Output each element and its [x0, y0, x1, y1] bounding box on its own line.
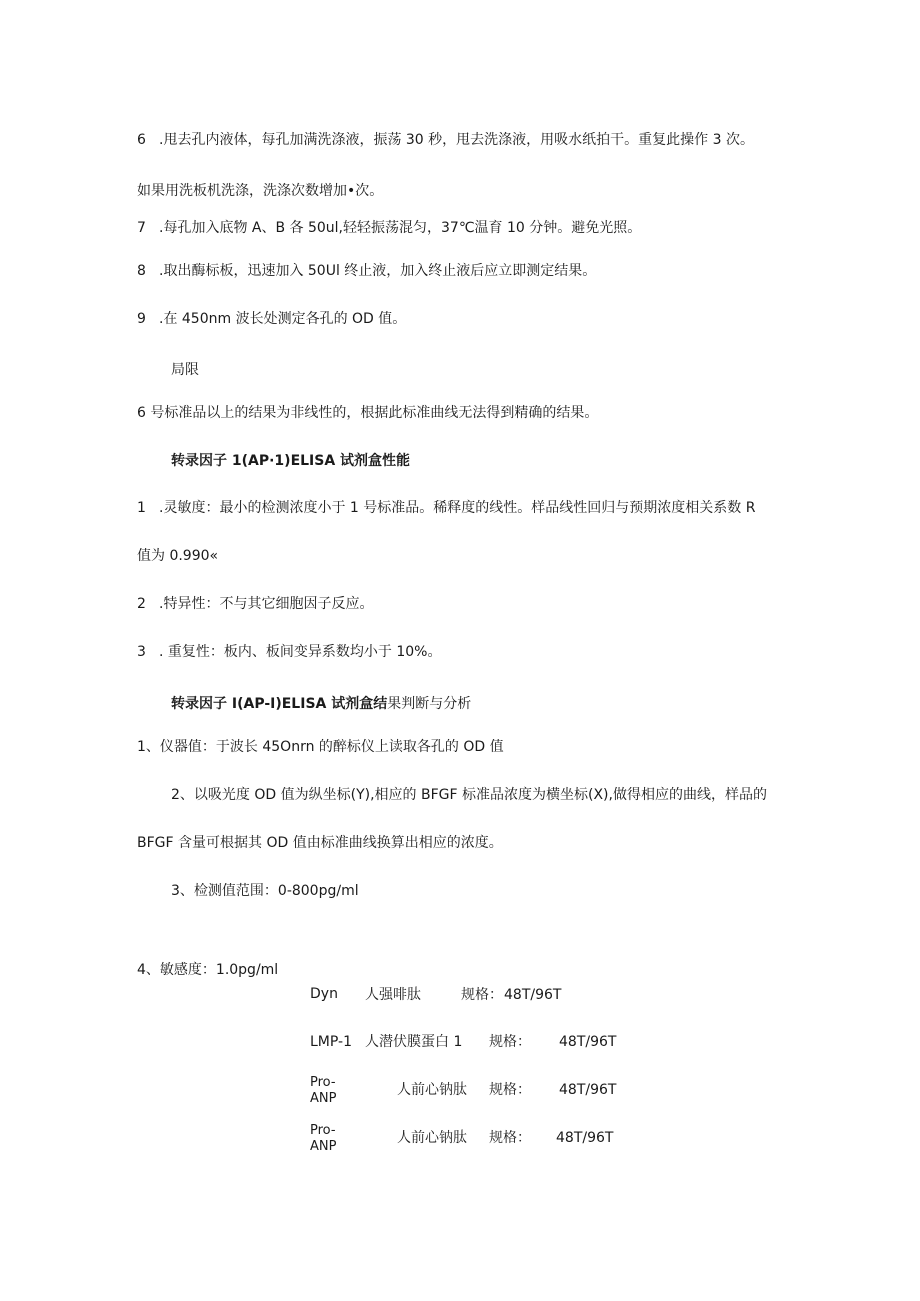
analysis-item-3: 3、检测值范围：0-800pg∕ml	[171, 883, 359, 899]
product-name: 人强啡肽	[365, 987, 421, 1003]
product-name: 人前心钠肽	[397, 1130, 467, 1146]
analysis-heading-bold: 转录因子 I(AP-I)ELISA 试剂盒结	[171, 696, 388, 712]
item-number: 2	[137, 596, 146, 612]
product-spec: 48T/96T	[504, 987, 562, 1003]
product-spec-label: 规格：	[489, 1082, 531, 1098]
product-name: 人前心钠肽	[397, 1082, 467, 1098]
step-number: 7	[137, 220, 146, 236]
performance-item-3	[137, 643, 441, 661]
analysis-item-2-continuation: BFGF 含量可根据其 OD 值由标准曲线换算出相应的浓度。	[137, 835, 503, 851]
product-spec-label: 规格：	[489, 1034, 531, 1050]
analysis-heading	[171, 695, 471, 713]
step-number: 6	[137, 132, 146, 148]
step-text: .甩去孔内液体，每孔加满洗涤液，振荡 30 秒，甩去洗涤液，用吸水纸拍干。重复此操作 3 次。	[159, 132, 754, 148]
performance-item-2	[137, 595, 373, 613]
product-spec: 48T/96T	[559, 1034, 617, 1050]
item-text: .特异性：不与其它细胞因子反应。	[159, 596, 374, 612]
limitation-heading: 局限	[171, 362, 199, 378]
limitation-text: 6 号标准品以上的结果为非线性的，根据此标准曲线无法得到精确的结果。	[137, 405, 599, 421]
step-6-note	[137, 182, 383, 200]
analysis-item-1: 1、仪器值：于波长 45Onrn 的醉标仪上读取各孔的 OD 值	[137, 739, 504, 755]
step-text: .每孔加入底物 A、B 各 50ul,轻轻振荡混匀，37℃温育 10 分钟。避免光照。	[159, 220, 642, 236]
step-9	[137, 310, 406, 328]
step-number: 9	[137, 311, 146, 327]
product-name: 人潜伏膜蛋白 1	[365, 1034, 463, 1050]
step-number: 8	[137, 263, 146, 279]
step-note-text: 如果用洗板机洗涤，洗涤次数增加•次。	[137, 183, 384, 199]
product-code: Dyn	[310, 986, 338, 1002]
performance-heading: 转录因子 1(AP·1)ELISA 试剂盒性能	[171, 453, 411, 469]
performance-item-1-continuation: 值为 0.990«	[137, 548, 219, 564]
step-text: .在 450nm 波长处测定各孔的 OD 值。	[159, 311, 407, 327]
product-spec-label: 规格：	[461, 987, 503, 1003]
product-spec-label: 规格：	[489, 1130, 531, 1146]
step-7	[137, 219, 641, 237]
item-text: . 重复性：板内、板间变异系数均小于 10%。	[159, 644, 442, 660]
item-text: .灵敏度：最小的检测浓度小于 1 号标准品。稀释度的线性。样品线性回归与预期浓度相关系数 R	[159, 500, 756, 516]
analysis-item-4: 4、敏感度：1.0pg/ml	[137, 962, 279, 978]
performance-item-1	[137, 499, 755, 517]
step-6	[137, 131, 754, 149]
step-text: .取出酶标板，迅速加入 50Ul 终止液，加入终止液后应立即测定结果。	[159, 263, 597, 279]
product-spec: 48T/96T	[559, 1082, 617, 1098]
step-8	[137, 262, 596, 280]
product-code: Pro- ANP	[310, 1123, 337, 1154]
product-code: Pro- ANP	[310, 1075, 337, 1106]
analysis-item-2: 2、以吸光度 OD 值为纵坐标(Y),相应的 BFGF 标准品浓度为横坐标(X),做得相应的曲线，样品的	[171, 787, 767, 803]
product-spec: 48T/96T	[556, 1130, 614, 1146]
item-number: 3	[137, 644, 146, 660]
analysis-heading-rest: 果判断与分析	[387, 696, 472, 712]
product-code: LMP-1	[310, 1034, 352, 1050]
item-number: 1	[137, 500, 146, 516]
